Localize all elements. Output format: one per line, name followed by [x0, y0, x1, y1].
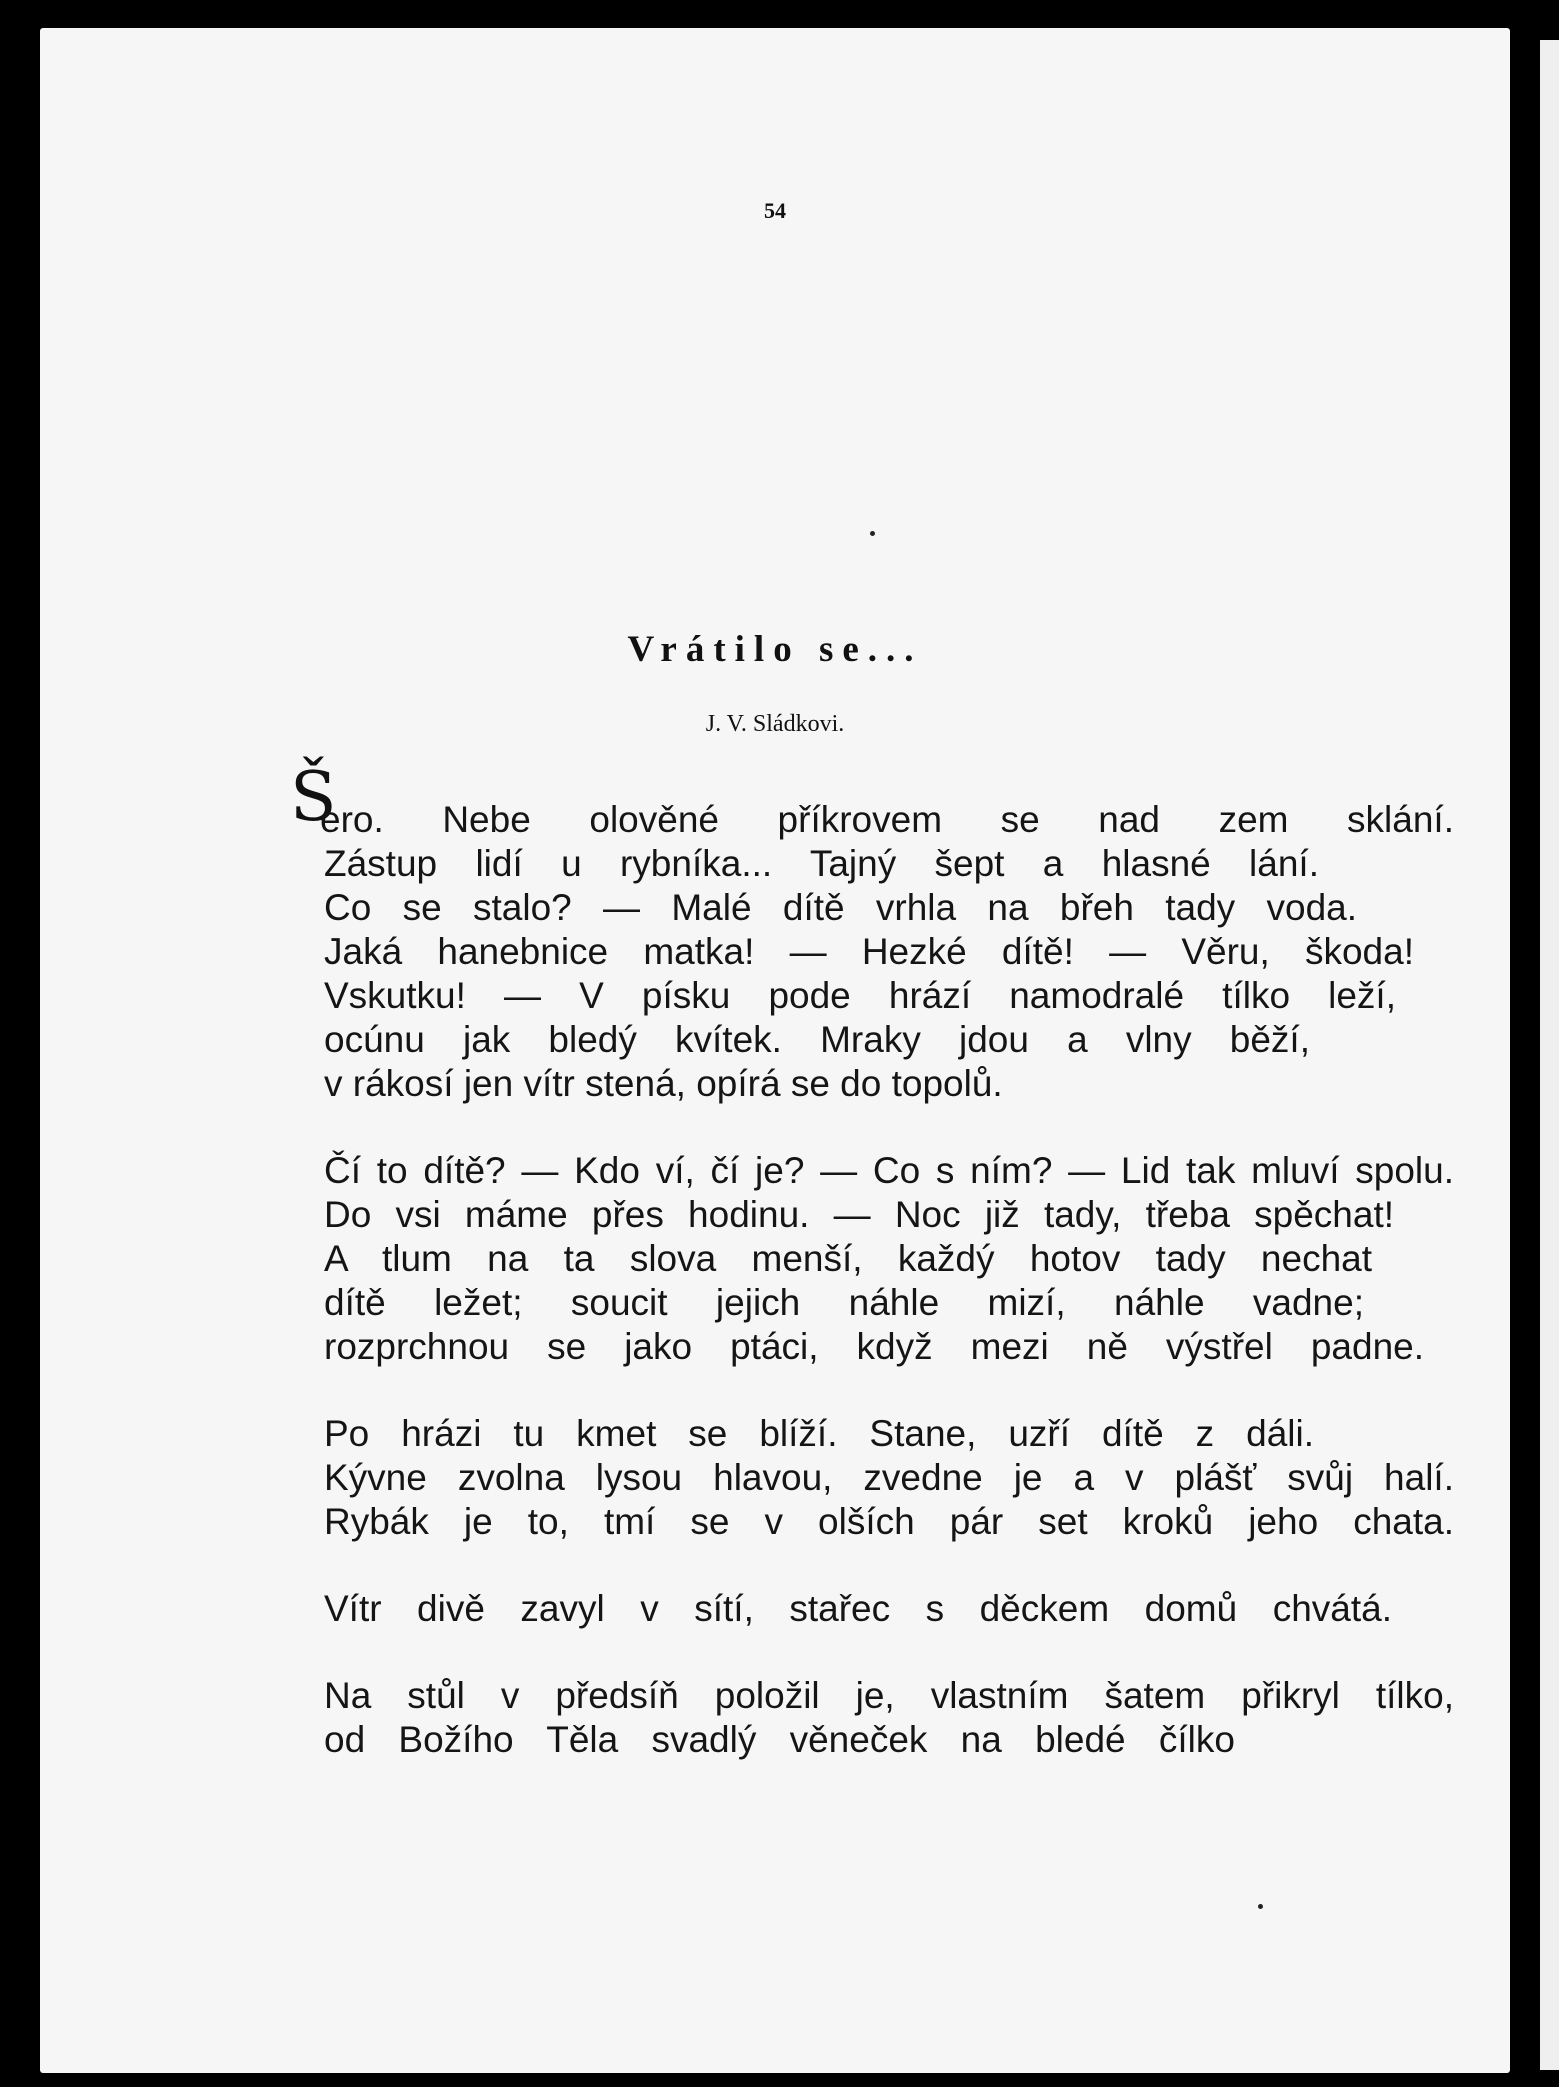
verse-line: v rákosí jen vítr stená, opírá se do topolů.: [324, 1063, 1003, 1104]
verse-line: Kývne zvolna lysou hlavou, zvedne je a v plášť svůj halí.: [324, 1457, 1454, 1498]
verse-line: Do vsi máme přes hodinu. — Noc již tady, třeba spěchat!: [324, 1194, 1394, 1235]
stanza-2: [324, 1149, 1454, 1369]
verse-line: ero. Nebe olověné příkrovem se nad zem sklání.: [320, 799, 1454, 840]
adjacent-page-edge: [1540, 40, 1559, 2070]
page-number: 54: [764, 198, 786, 223]
book-page: [40, 28, 1510, 2073]
verse-line: Vskutku! — V písku pode hrází namodralé tílko leží,: [324, 975, 1396, 1016]
stanza-5: [324, 1674, 1454, 1762]
poem-dedication: J. V. Sládkovi.: [705, 711, 845, 737]
ink-speck: [1258, 1904, 1263, 1909]
poem-body: [320, 798, 1454, 1805]
verse-line: Čí to dítě? — Kdo ví, čí je? — Co s ním? — Lid tak mluví spolu.: [324, 1150, 1454, 1191]
drop-cap: Š: [290, 758, 337, 837]
verse-line: rozprchnou se jako ptáci, když mezi ně výstřel padne.: [324, 1326, 1424, 1367]
verse-line: od Božího Těla svadlý věneček na bledé čílko: [324, 1719, 1235, 1760]
stanza-4: [324, 1587, 1454, 1631]
verse-line: A tlum na ta slova menší, každý hotov tady nechat: [324, 1238, 1372, 1279]
stanza-3: [324, 1412, 1454, 1544]
ink-speck: [870, 531, 875, 536]
verse-line: Jaká hanebnice matka! — Hezké dítě! — Věru, škoda!: [324, 931, 1414, 972]
verse-line: Na stůl v předsíň položil je, vlastním šatem přikryl tílko,: [324, 1675, 1454, 1716]
verse-line: dítě ležet; soucit jejich náhle mizí, náhle vadne;: [324, 1282, 1364, 1323]
poem-title: Vrátilo se...: [627, 629, 923, 670]
verse-line: Co se stalo? — Malé dítě vrhla na břeh tady voda.: [324, 887, 1357, 928]
verse-line: Po hrázi tu kmet se blíží. Stane, uzří dítě z dáli.: [324, 1413, 1314, 1454]
stanza-1: [320, 798, 1454, 1106]
verse-line: Rybák je to, tmí se v olších pár set kroků jeho chata.: [324, 1501, 1454, 1542]
verse-line: Zástup lidí u rybníka... Tajný šept a hlasné lání.: [324, 843, 1319, 884]
verse-line: ocúnu jak bledý kvítek. Mraky jdou a vlny běží,: [324, 1019, 1310, 1060]
verse-line: Vítr divě zavyl v sítí, stařec s děckem domů chvátá.: [324, 1588, 1392, 1629]
